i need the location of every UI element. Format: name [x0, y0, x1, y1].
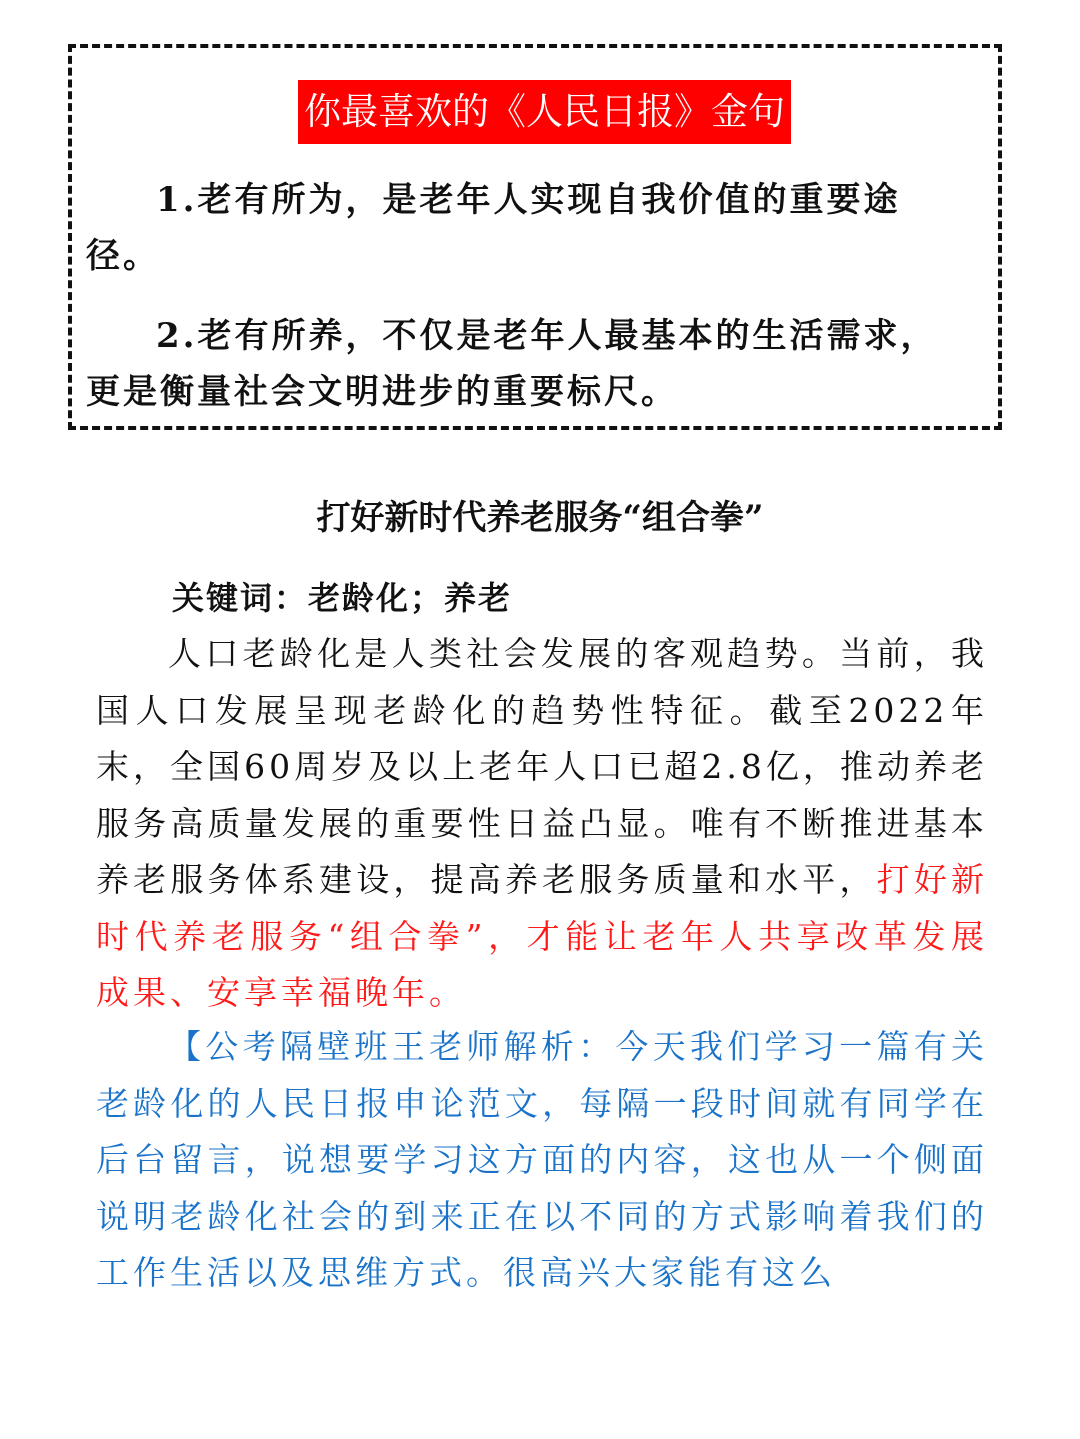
quote-box [68, 44, 1002, 430]
article-paragraph-1 [96, 626, 988, 1022]
paragraph-1-highlight: 打好新时代养老服务“组合拳”，才能让老年人共享改革发展成果、安享幸福晚年。 [96, 860, 989, 1012]
quote-item-2: 2.老有所养，不仅是老年人最基本的生活需求，更是衡量社会文明进步的重要标尺。 [86, 316, 938, 412]
quote-item-1: 1.老有所为，是老年人实现自我价值的重要途径。 [86, 180, 901, 276]
quote-box-title: 你最喜欢的《人民日报》金句 [298, 80, 791, 144]
teacher-analysis: 【公考隔壁班王老师解析：今天我们学习一篇有关老龄化的人民日报申论范文，每隔一段时间就有同学在后台留言，说想要学习这方面的内容，这也从一个侧面说明老龄化社会的到来正在以不同的方式影响着我们的工作生活以及思维方式。很高兴大家能有这么 [96, 1027, 988, 1292]
paragraph-1-text: 人口老龄化是人类社会发展的客观趋势。当前，我国人口发展呈现老龄化的趋势性特征。截至2022年末，全国60周岁及以上老年人口已超2.8亿，推动养老服务高质量发展的重要性日益凸显。唯有不断推进基本养老服务体系建设，提高养老服务质量和水平， [96, 634, 988, 899]
article-keywords: 关键词：老龄化；养老 [172, 579, 513, 617]
article-title: 打好新时代养老服务“组合拳” [316, 498, 764, 538]
